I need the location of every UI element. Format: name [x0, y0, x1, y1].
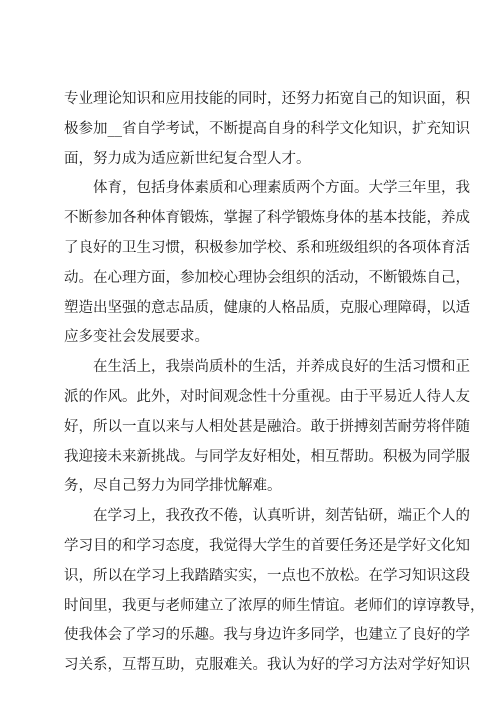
text-line: 体育，包括身体素质和心理素质两个方面。大学三年里，我 [93, 180, 470, 197]
text-line: 极参加__省自学考试，不断提高自身的科学文化知识，扩充知识 [64, 120, 470, 137]
paragraph-knowledge [64, 85, 470, 174]
text-line: 时间里，我更与老师建立了浓厚的师生情谊。老师们的谆谆教导， [64, 597, 485, 614]
text-line: 动。在心理方面，参加校心理协会组织的活动，不断锻炼自己， [64, 269, 470, 286]
text-line: 派的作风。此外，对时间观念性十分重视。由于平易近人待人友 [64, 388, 470, 405]
paragraph-study [64, 502, 485, 681]
text-line: 了良好的卫生习惯，积极参加学校、系和班级组织的各项体育活 [64, 239, 470, 256]
text-line: 我迎接未来新挑战。与同学友好相处，相互帮助。积极为同学服 [64, 448, 470, 465]
paragraph-life [64, 353, 470, 502]
text-line: 习关系，互帮互助，克服难关。我认为好的学习方法对学好知识 [64, 657, 470, 674]
text-line: 不断参加各种体育锻炼，掌握了科学锻炼身体的基本技能，养成 [64, 210, 470, 227]
text-line: 应多变社会发展要求。 [64, 329, 209, 346]
text-line: 在学习上，我孜孜不倦，认真听讲，刻苦钻研，端正个人的 [93, 508, 470, 525]
text-line: 务，尽自己努力为同学排忧解难。 [64, 478, 282, 495]
text-line: 学习目的和学习态度，我觉得大学生的首要任务还是学好文化知 [64, 537, 470, 554]
document-body [64, 85, 485, 681]
text-line: 好，所以一直以来与人相处甚是融洽。敢于拼搏刻苦耐劳将伴随 [64, 418, 470, 435]
paragraph-sports [64, 174, 470, 353]
text-line: 专业理论知识和应用技能的同时，还努力拓宽自己的知识面，积 [64, 91, 470, 107]
text-line: 塑造出坚强的意志品质，健康的人格品质，克服心理障碍，以适 [64, 299, 470, 316]
text-line: 识，所以在学习上我踏踏实实，一点也不放松。在学习知识这段 [64, 567, 470, 584]
text-line: 面，努力成为适应新世纪复合型人才。 [64, 150, 311, 167]
text-line: 在生活上，我崇尚质朴的生活，并养成良好的生活习惯和正 [93, 359, 470, 376]
text-line: 使我体会了学习的乐趣。我与身边许多同学，也建立了良好的学 [64, 627, 470, 644]
